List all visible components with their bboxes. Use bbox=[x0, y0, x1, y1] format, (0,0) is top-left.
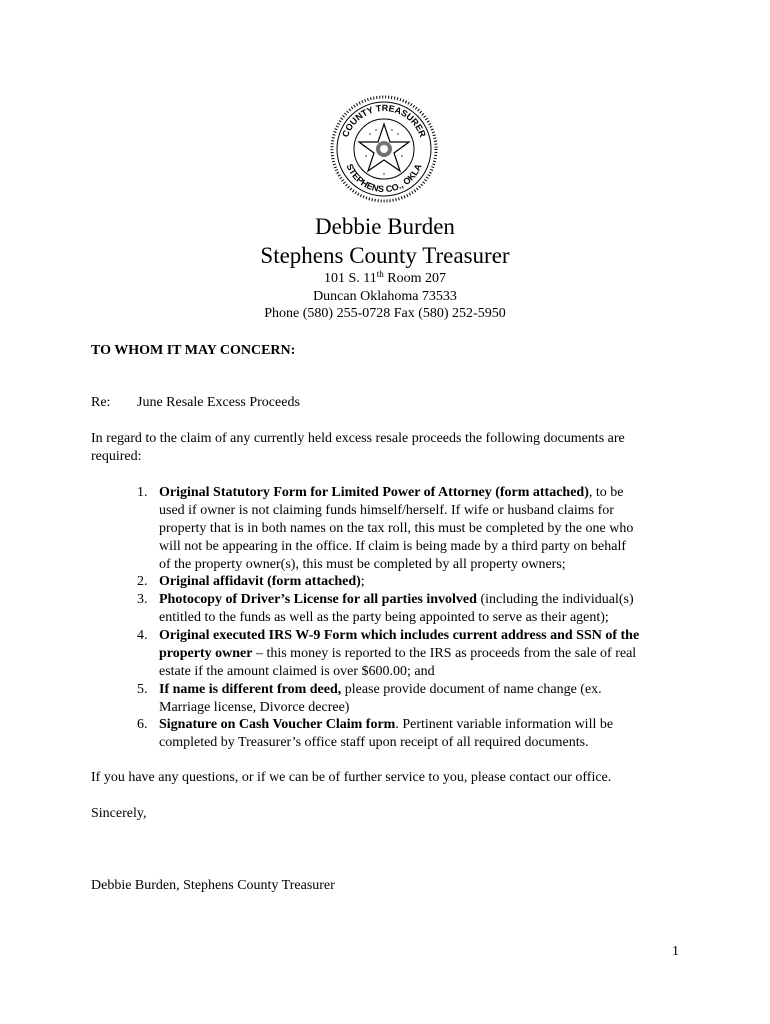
list-item-line bbox=[159, 681, 602, 699]
list-item-text: – this money is reported to the IRS as proceeds from the sale of real bbox=[252, 646, 637, 661]
list-item-text: please provide document of name change (ex. bbox=[341, 682, 602, 697]
closing-line: If you have any questions, or if we can be of further service to you, please contact our office. bbox=[91, 770, 612, 785]
list-item-text: . Pertinent variable information will be bbox=[395, 717, 614, 732]
svg-text:STEPHENS CO., OKLA bbox=[344, 162, 423, 194]
list-item-line: estate if the amount claimed is over $600.00; and bbox=[159, 664, 435, 679]
list-item-text: , to be bbox=[588, 485, 624, 500]
list-item-bold: Original Statutory Form for Limited Power of Attorney (form attached) bbox=[159, 485, 589, 500]
street-address bbox=[0, 270, 770, 288]
re-label: Re: bbox=[91, 395, 111, 410]
list-item-number: 4. bbox=[137, 628, 148, 643]
list-item-bold: Signature on Cash Voucher Claim form bbox=[159, 717, 396, 732]
intro-line-1: In regard to the claim of any currently held excess resale proceeds the following documents are bbox=[91, 431, 625, 446]
list-item-text: ; bbox=[360, 574, 365, 589]
county-seal bbox=[324, 94, 444, 204]
list-item-bold: If name is different from deed, bbox=[159, 682, 342, 697]
office-title: Stephens County Treasurer bbox=[260, 243, 510, 268]
list-item-number: 6. bbox=[137, 717, 148, 732]
list-item-number: 1. bbox=[137, 485, 148, 500]
phone-fax: Phone (580) 255-0728 Fax (580) 252-5950 bbox=[264, 306, 506, 321]
list-item-number: 2. bbox=[137, 574, 148, 589]
intro-line-2: required: bbox=[91, 449, 142, 464]
list-item-line: will not be appearing in the office. If claim is being made by a third party on behalf bbox=[159, 539, 627, 554]
address-room: Room 207 bbox=[383, 271, 447, 286]
list-item-bold: property owner bbox=[159, 646, 253, 661]
list-item-line bbox=[159, 591, 634, 609]
list-item-line: of the property owner(s), this must be completed by all property owners; bbox=[159, 557, 566, 572]
list-item-line: entitled to the funds as well as the party being appointed to serve as their agent); bbox=[159, 610, 609, 625]
list-item-line: completed by Treasurer’s office staff upon receipt of all required documents. bbox=[159, 735, 589, 750]
address-ordinal: th bbox=[376, 269, 384, 279]
city-state-zip: Duncan Oklahoma 73533 bbox=[313, 289, 457, 304]
seal-text-top: COUNTY TREASURER bbox=[340, 102, 428, 139]
salutation: TO WHOM IT MAY CONCERN: bbox=[91, 343, 296, 358]
list-item-line bbox=[159, 627, 639, 645]
treasurer-name: Debbie Burden bbox=[315, 214, 455, 239]
list-item-bold: Original affidavit (form attached) bbox=[159, 574, 361, 589]
page-number: 1 bbox=[672, 944, 679, 959]
list-item-line bbox=[159, 716, 613, 734]
list-item-number: 3. bbox=[137, 592, 148, 607]
re-subject: June Resale Excess Proceeds bbox=[137, 395, 300, 410]
seal-text-bottom: STEPHENS CO., OKLA bbox=[344, 162, 424, 195]
list-item-line: used if owner is not claiming funds himself/herself. If wife or husband claims for bbox=[159, 503, 614, 518]
list-item-line bbox=[159, 645, 636, 663]
list-item-bold: Original executed IRS W-9 Form which includes current address and SSN of the bbox=[159, 628, 640, 643]
list-item-line bbox=[159, 484, 624, 502]
address-street: 101 S. 11 bbox=[323, 271, 377, 286]
list-item-line: property that is in both names on the tax roll, this must be completed by the one who bbox=[159, 521, 634, 536]
svg-text:COUNTY TREASURER bbox=[340, 103, 428, 139]
signoff: Sincerely, bbox=[91, 806, 147, 821]
list-item-bold: Photocopy of Driver’s License for all parties involved bbox=[159, 592, 477, 607]
list-item-text: (including the individual(s) bbox=[476, 592, 634, 607]
list-item-line bbox=[159, 573, 365, 591]
list-item-line: Marriage license, Divorce decree) bbox=[159, 700, 350, 715]
signature: Debbie Burden, Stephens County Treasurer bbox=[91, 878, 335, 893]
list-item-number: 5. bbox=[137, 682, 148, 697]
